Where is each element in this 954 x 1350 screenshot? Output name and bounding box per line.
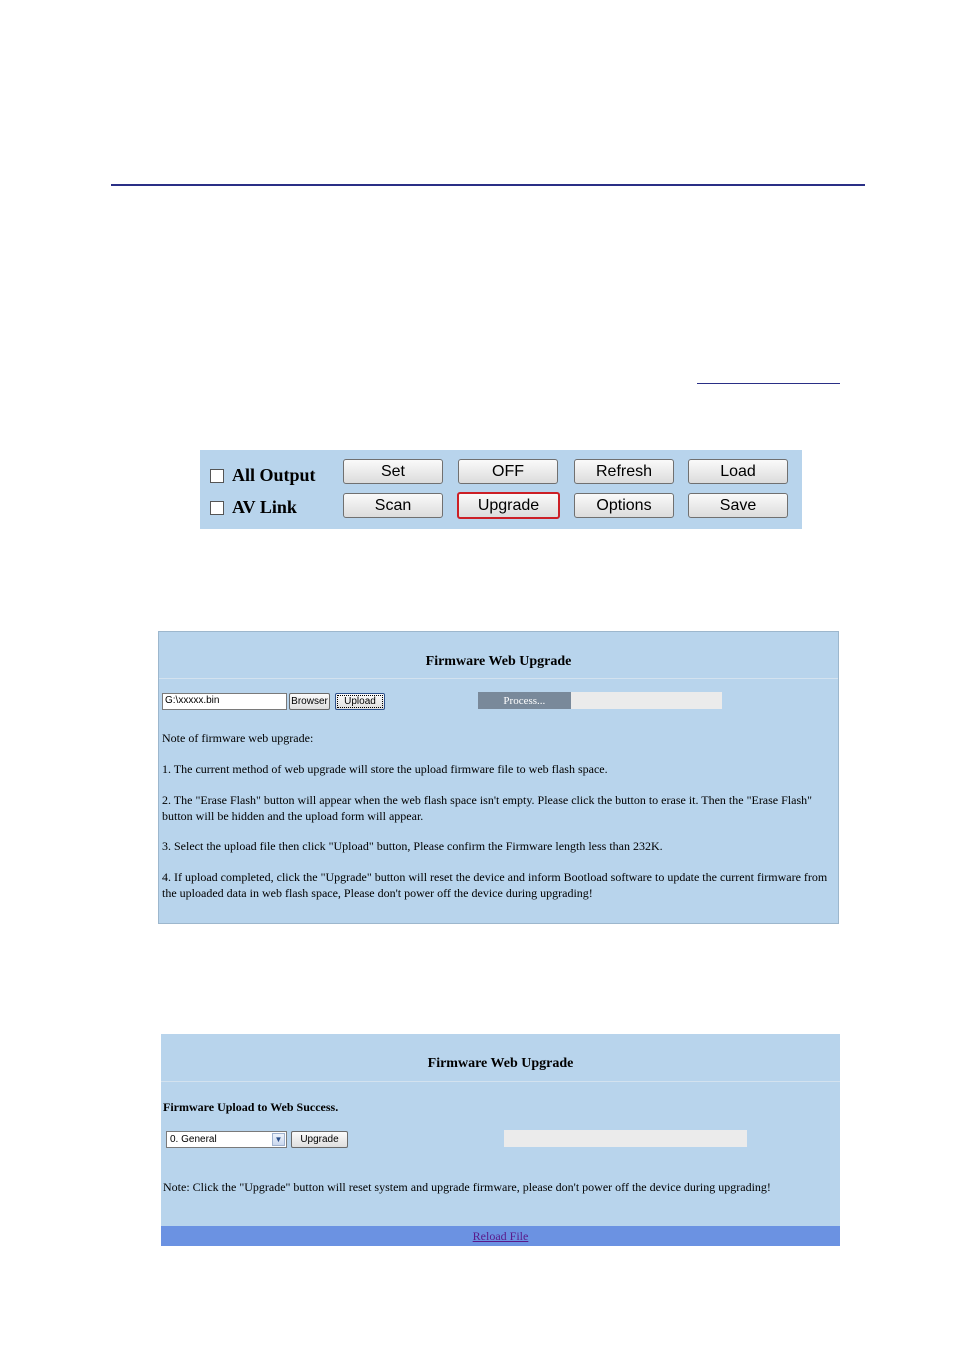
- header-rule: [111, 184, 865, 186]
- upgrade-button[interactable]: Upgrade: [457, 492, 560, 519]
- scan-button[interactable]: Scan: [343, 493, 443, 518]
- note-item: 3. Select the upload file then click "Upload" button, Please confirm the Firmware length less than 232K.: [162, 839, 663, 853]
- off-button[interactable]: OFF: [458, 459, 558, 484]
- panel-title: Firmware Web Upgrade: [425, 654, 572, 669]
- checkbox-box[interactable]: [210, 469, 224, 483]
- firmware-upload-panel: [158, 631, 839, 924]
- progress-fill: Process...: [478, 692, 571, 709]
- load-button[interactable]: Load: [688, 459, 788, 484]
- link-underline: [697, 383, 840, 384]
- footer-bar: [161, 1226, 840, 1246]
- reload-file-link[interactable]: Reload File: [472, 1228, 529, 1243]
- chevron-down-icon[interactable]: ▼: [272, 1133, 285, 1146]
- control-toolbar: [200, 450, 802, 529]
- all-output-checkbox[interactable]: [210, 465, 316, 486]
- upgrade-note: Note: Click the "Upgrade" button will reset system and upgrade firmware, please don't power off the device during upgrading!: [163, 1180, 771, 1194]
- note-item: 2. The "Erase Flash" button will appear when the web flash space isn't empty. Please click the button to erase it. Then the "Erase Flash" button will be hidden and the upload form will appear.: [162, 793, 813, 823]
- upgrade-progress-bar: [504, 1130, 747, 1147]
- upload-progress-bar: [478, 692, 722, 709]
- mode-select[interactable]: [166, 1131, 287, 1148]
- firmware-upgrade-button[interactable]: Upgrade: [291, 1131, 348, 1148]
- refresh-button[interactable]: Refresh: [574, 459, 674, 484]
- file-path-input[interactable]: G:\xxxxx.bin: [162, 693, 287, 710]
- checkbox-box[interactable]: [210, 501, 224, 515]
- note-item: 1. The current method of web upgrade will store the upload firmware file to web flash space.: [162, 762, 608, 776]
- save-button[interactable]: Save: [688, 493, 788, 518]
- av-link-label: AV Link: [232, 497, 297, 517]
- note-item: 4. If upload completed, click the "Upgrade" button will reset the device and inform Bootload software to update the current firmware from the uploaded data in web flash space, Please don't power off the device during upgrading!: [162, 870, 828, 900]
- divider: [159, 678, 838, 679]
- panel-title: Firmware Web Upgrade: [427, 1056, 574, 1071]
- browse-button[interactable]: Browser: [289, 693, 330, 710]
- firmware-upgrade-panel: [161, 1034, 840, 1246]
- all-output-label: All Output: [232, 465, 316, 485]
- options-button[interactable]: Options: [574, 493, 674, 518]
- av-link-checkbox[interactable]: [210, 497, 297, 518]
- divider: [161, 1081, 840, 1082]
- select-value: 0. General: [170, 1134, 217, 1145]
- upload-status-text: Firmware Upload to Web Success.: [163, 1100, 339, 1114]
- upload-button[interactable]: Upload: [335, 693, 385, 710]
- set-button[interactable]: Set: [343, 459, 443, 484]
- notes-heading: Note of firmware web upgrade:: [162, 731, 314, 745]
